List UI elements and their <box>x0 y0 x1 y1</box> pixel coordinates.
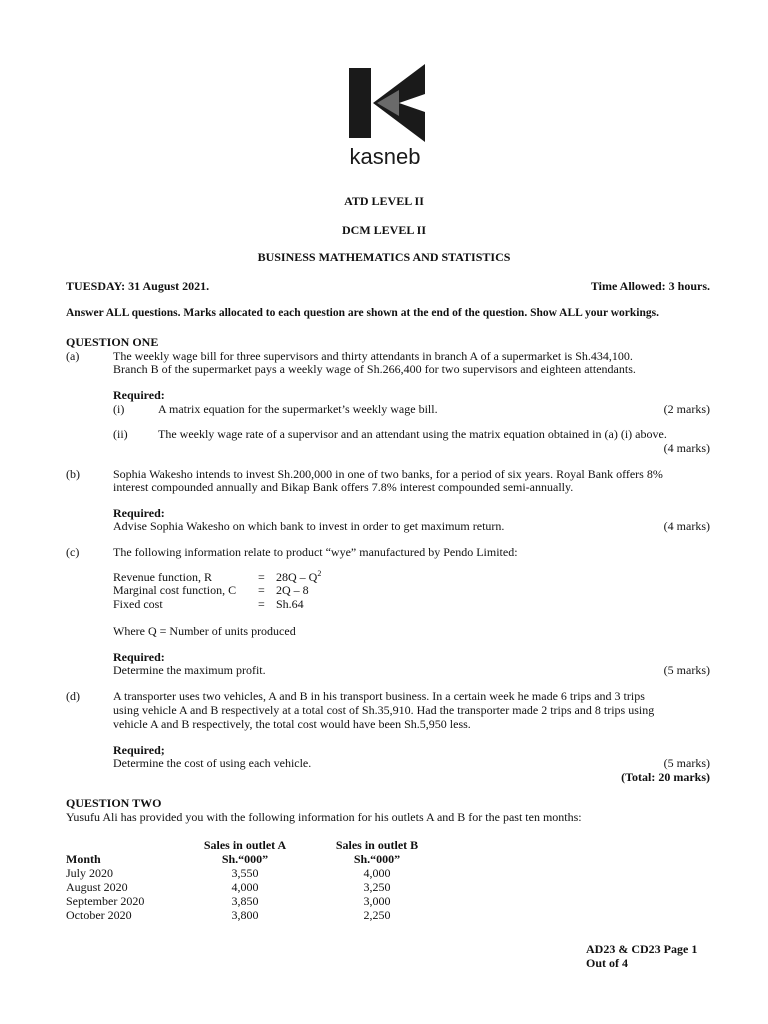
header-month: Month <box>66 852 101 866</box>
exam-date: TUESDAY: 31 August 2021. <box>66 279 210 293</box>
level-dcm: DCM LEVEL II <box>341 223 427 237</box>
marginal-cost-label: Marginal cost function, C <box>113 583 237 597</box>
outlet-b-cell: 3,000 <box>363 894 391 908</box>
part-a-line2: Branch B of the supermarket pays a weekly wage of Sh.266,400 for two supervisors and eighteen attendants. <box>113 362 636 376</box>
fixed-cost-value: Sh.64 <box>276 597 304 611</box>
question-two-title: QUESTION TWO <box>66 796 162 810</box>
question-one-title: QUESTION ONE <box>66 335 159 349</box>
table-row <box>66 866 442 880</box>
part-a-ii-label: (ii) <box>113 427 128 441</box>
part-c-label: (c) <box>66 545 80 559</box>
header-outlet-b: Sales in outlet B <box>335 838 419 852</box>
header-outlet-a-unit: Sh.“000” <box>221 852 269 866</box>
kasneb-logo-mark <box>349 64 427 142</box>
part-a-i-label: (i) <box>113 402 125 416</box>
table-row <box>66 894 442 908</box>
part-c-intro: The following information relate to product “wye” manufactured by Pendo Limited: <box>113 545 518 559</box>
part-b-required: Required: <box>113 506 165 520</box>
marginal-cost-eq-sign: = <box>258 583 265 597</box>
question-one-total: (Total: 20 marks) <box>621 770 710 784</box>
page-footer-code: AD23 & CD23 Page 1 <box>586 942 698 956</box>
table-header-row-2 <box>66 852 442 866</box>
month-cell: September 2020 <box>66 894 145 908</box>
marginal-cost-value: 2Q – 8 <box>276 583 309 597</box>
part-a-required: Required: <box>113 388 165 402</box>
part-c-where: Where Q = Number of units produced <box>113 624 296 638</box>
level-atd: ATD LEVEL II <box>344 194 424 208</box>
revenue-function-expr: 28Q – Q <box>276 570 318 584</box>
outlet-b-cell: 4,000 <box>363 866 391 880</box>
outlet-b-cell: 2,250 <box>363 908 391 922</box>
outlet-b-cell: 3,250 <box>363 880 391 894</box>
revenue-eq-sign: = <box>258 570 265 584</box>
question-two-intro: Yusufu Ali has provided you with the following information for his outlets A and B for the past ten months: <box>66 810 582 824</box>
part-a-i-marks: (2 marks) <box>663 402 710 416</box>
header-outlet-b-unit: Sh.“000” <box>353 852 401 866</box>
fixed-cost-label: Fixed cost <box>113 597 163 611</box>
part-a-ii-text: The weekly wage rate of a supervisor and an attendant using the matrix equation obtained in (a) (i) above. <box>158 427 667 441</box>
revenue-function-exponent: 2 <box>317 569 322 578</box>
part-d-line1: A transporter uses two vehicles, A and B in his transport business. In a certain week he made 6 trips and 3 trips <box>113 689 645 703</box>
part-d-line2: using vehicle A and B respectively at a total cost of Sh.35,910. Had the transporter made 2 trips and 8 trips using <box>113 703 655 717</box>
revenue-function-label: Revenue function, R <box>113 570 212 584</box>
header-outlet-a: Sales in outlet A <box>203 838 287 852</box>
part-a-label: (a) <box>66 349 80 363</box>
revenue-function-value <box>276 570 321 584</box>
part-b-label: (b) <box>66 467 80 481</box>
month-cell: October 2020 <box>66 908 132 922</box>
logo-wordmark: kasneb <box>349 144 421 169</box>
part-a-ii-marks: (4 marks) <box>663 441 710 455</box>
month-cell: July 2020 <box>66 866 114 880</box>
sales-table <box>66 838 442 922</box>
part-d-label: (d) <box>66 689 80 703</box>
outlet-a-cell: 3,800 <box>231 908 259 922</box>
part-a-line1: The weekly wage bill for three supervisors and thirty attendants in branch A of a supermarket is Sh.434,100. <box>113 349 633 363</box>
instructions: Answer ALL questions. Marks allocated to each question are shown at the end of the question. Show ALL your workings. <box>66 307 659 319</box>
part-c-required: Required: <box>113 650 165 664</box>
month-cell: August 2020 <box>66 880 128 894</box>
part-b-marks: (4 marks) <box>663 519 710 533</box>
table-row <box>66 908 442 922</box>
part-b-line1: Sophia Wakesho intends to invest Sh.200,000 in one of two banks, for a period of six years. Royal Bank offers 8% <box>113 467 663 481</box>
part-d-required: Required; <box>113 743 165 757</box>
outlet-a-cell: 3,850 <box>231 894 259 908</box>
time-allowed: Time Allowed: 3 hours. <box>590 279 710 293</box>
outlet-a-cell: 3,550 <box>231 866 259 880</box>
part-d-line3: vehicle A and B respectively, the total cost would have been Sh.5,950 less. <box>113 717 471 731</box>
header-empty <box>66 838 178 852</box>
part-b-req-text: Advise Sophia Wakesho on which bank to invest in order to get maximum return. <box>113 519 505 533</box>
page-footer-count: Out of 4 <box>586 956 628 970</box>
fixed-cost-eq-sign: = <box>258 597 265 611</box>
part-b-line2: interest compounded annually and Bikap Bank offers 7.8% interest compounded semi-annually. <box>113 480 574 494</box>
part-d-req-text: Determine the cost of using each vehicle. <box>113 756 312 770</box>
table-row <box>66 880 442 894</box>
subject-title: BUSINESS MATHEMATICS AND STATISTICS <box>257 250 511 264</box>
part-d-marks: (5 marks) <box>663 756 710 770</box>
part-a-i-text: A matrix equation for the supermarket’s weekly wage bill. <box>158 402 438 416</box>
part-c-req-text: Determine the maximum profit. <box>113 663 266 677</box>
outlet-a-cell: 4,000 <box>231 880 259 894</box>
part-c-marks: (5 marks) <box>663 663 710 677</box>
table-header-row-1 <box>66 838 442 852</box>
